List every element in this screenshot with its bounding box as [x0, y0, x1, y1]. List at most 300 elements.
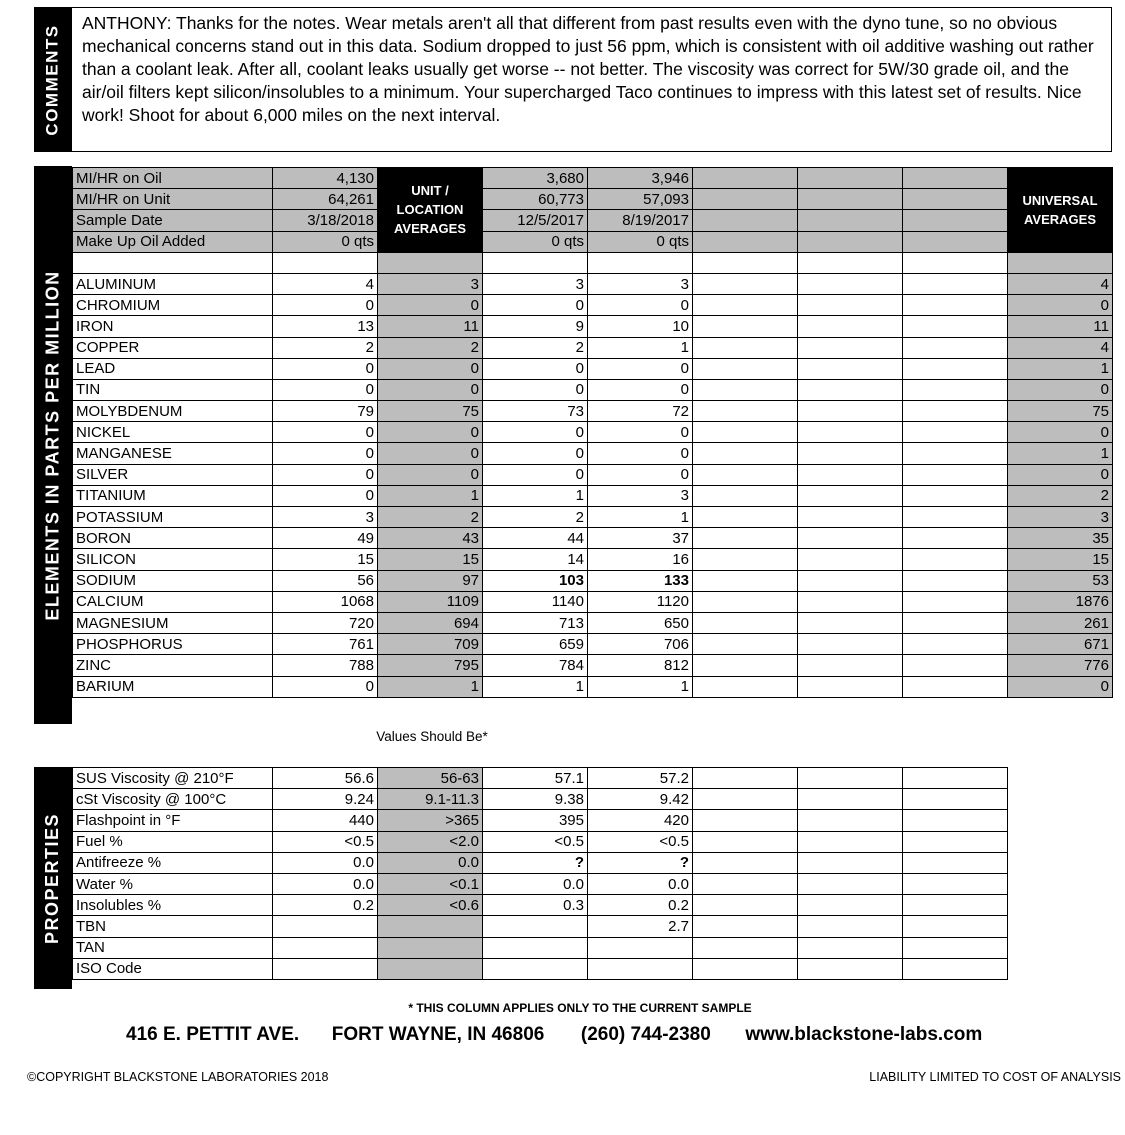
element-row — [73, 507, 1113, 528]
contact-line — [126, 1024, 1086, 1046]
empty-sample — [903, 852, 1008, 873]
spacer-cell — [693, 252, 798, 273]
current-value: 720 — [273, 612, 378, 633]
empty-sample — [798, 295, 903, 316]
previous-sample-2: <0.5 — [588, 831, 693, 852]
info-row — [73, 189, 1113, 210]
property-name: TAN — [73, 937, 273, 958]
empty-sample — [903, 422, 1008, 443]
previous-sample-2: 1 — [588, 507, 693, 528]
info-current: 0 qts — [273, 231, 378, 252]
comments-label-text: COMMENTS — [43, 23, 63, 136]
current-value: 0.2 — [273, 895, 378, 916]
empty-sample — [903, 655, 1008, 676]
previous-sample-1: <0.5 — [483, 831, 588, 852]
previous-sample-2: 1120 — [588, 591, 693, 612]
element-name: COPPER — [73, 337, 273, 358]
empty-sample — [903, 873, 1008, 894]
spacer-cell — [273, 252, 378, 273]
empty-sample — [798, 634, 903, 655]
city: FORT WAYNE, IN 46806 — [331, 1024, 545, 1045]
element-row — [73, 676, 1113, 697]
previous-sample-1 — [483, 916, 588, 937]
universal-average: 11 — [1008, 316, 1113, 337]
current-value: 3 — [273, 507, 378, 528]
previous-sample-2 — [588, 958, 693, 979]
element-row — [73, 485, 1113, 506]
element-row — [73, 295, 1113, 316]
universal-average: 0 — [1008, 379, 1113, 400]
previous-sample-2: 1 — [588, 337, 693, 358]
element-name: BORON — [73, 528, 273, 549]
unit-average: 2 — [378, 507, 483, 528]
empty-sample — [693, 379, 798, 400]
previous-sample-2: 1 — [588, 676, 693, 697]
info-sample: 3,946 — [588, 168, 693, 189]
previous-sample-2: 2.7 — [588, 916, 693, 937]
empty-sample — [798, 937, 903, 958]
spacer-cell — [798, 252, 903, 273]
element-row — [73, 464, 1113, 485]
info-sample — [903, 189, 1008, 210]
property-name: Fuel % — [73, 831, 273, 852]
previous-sample-2: 0 — [588, 295, 693, 316]
empty-sample — [798, 852, 903, 873]
unit-average: 0 — [378, 379, 483, 400]
empty-sample — [903, 937, 1008, 958]
property-row — [73, 852, 1008, 873]
unit-average: 0 — [378, 358, 483, 379]
current-value: 0 — [273, 676, 378, 697]
previous-sample-1: 0 — [483, 379, 588, 400]
element-row — [73, 401, 1113, 422]
empty-sample — [798, 570, 903, 591]
property-row — [73, 831, 1008, 852]
previous-sample-1: 1140 — [483, 591, 588, 612]
previous-sample-2: 3 — [588, 485, 693, 506]
empty-sample — [693, 464, 798, 485]
empty-sample — [693, 937, 798, 958]
empty-sample — [693, 295, 798, 316]
property-row — [73, 916, 1008, 937]
empty-sample — [903, 379, 1008, 400]
empty-sample — [903, 810, 1008, 831]
empty-sample — [903, 612, 1008, 633]
previous-sample-2: 0 — [588, 379, 693, 400]
element-name: LEAD — [73, 358, 273, 379]
info-current: 4,130 — [273, 168, 378, 189]
empty-sample — [798, 789, 903, 810]
empty-sample — [693, 401, 798, 422]
element-row — [73, 358, 1113, 379]
info-sample: 3,680 — [483, 168, 588, 189]
universal-average: 4 — [1008, 273, 1113, 294]
empty-sample — [693, 634, 798, 655]
empty-sample — [693, 316, 798, 337]
info-sample: 0 qts — [588, 231, 693, 252]
empty-sample — [693, 916, 798, 937]
universal-average: 0 — [1008, 422, 1113, 443]
unit-average: 3 — [378, 273, 483, 294]
unit-average: 15 — [378, 549, 483, 570]
current-value: 1068 — [273, 591, 378, 612]
empty-sample — [798, 655, 903, 676]
universal-average: 1 — [1008, 443, 1113, 464]
previous-sample-1 — [483, 937, 588, 958]
previous-sample-2: 0.0 — [588, 873, 693, 894]
info-sample — [798, 210, 903, 231]
empty-sample — [798, 873, 903, 894]
element-name: MANGANESE — [73, 443, 273, 464]
spacer-cell — [483, 252, 588, 273]
property-row — [73, 810, 1008, 831]
previous-sample-2: 0 — [588, 443, 693, 464]
empty-sample — [903, 676, 1008, 697]
empty-sample — [798, 358, 903, 379]
element-row — [73, 591, 1113, 612]
current-value: 0.0 — [273, 873, 378, 894]
previous-sample-2: 57.2 — [588, 768, 693, 789]
element-row — [73, 273, 1113, 294]
website-link[interactable]: www.blackstone-labs.com — [745, 1024, 983, 1045]
property-name: SUS Viscosity @ 210°F — [73, 768, 273, 789]
previous-sample-1: 0 — [483, 358, 588, 379]
element-name: TIN — [73, 379, 273, 400]
universal-average: 0 — [1008, 464, 1113, 485]
previous-sample-1: 0 — [483, 464, 588, 485]
liability — [869, 1070, 1121, 1084]
comments-text: ANTHONY: Thanks for the notes. Wear metals aren't all that different from past results even with the dyno tune, so no obvious mechanical concerns stand out in this data. Sodium dropped to just 56 ppm, which is consistent with oil additive washing out rather than a coolant leak. After all, coolant leaks usually get worse -- not better. The viscosity was correct for 5W/30 grade oil, and the air/oil filters kept silicon/insolubles to a minimum. Your supercharged Taco continues to impress with this latest set of results. Nice work! Shoot for about 6,000 miles on the next interval. — [82, 13, 1094, 125]
column-footnote — [380, 1001, 780, 1015]
unit-average: 2 — [378, 337, 483, 358]
should-be-value — [378, 958, 483, 979]
element-name: IRON — [73, 316, 273, 337]
should-be-value: 0.0 — [378, 852, 483, 873]
previous-sample-2: 0.2 — [588, 895, 693, 916]
previous-sample-2: 16 — [588, 549, 693, 570]
property-row — [73, 895, 1008, 916]
empty-sample — [693, 789, 798, 810]
previous-sample-1: 0.3 — [483, 895, 588, 916]
property-row — [73, 937, 1008, 958]
info-current: 64,261 — [273, 189, 378, 210]
element-name: SODIUM — [73, 570, 273, 591]
property-row — [73, 958, 1008, 979]
spacer-cell — [588, 252, 693, 273]
info-sample — [693, 231, 798, 252]
current-value: 2 — [273, 337, 378, 358]
info-sample — [693, 210, 798, 231]
unit-average: 43 — [378, 528, 483, 549]
element-row — [73, 655, 1113, 676]
empty-sample — [903, 273, 1008, 294]
previous-sample-2: 420 — [588, 810, 693, 831]
element-name: ZINC — [73, 655, 273, 676]
liability-text: LIABILITY LIMITED TO COST OF ANALYSIS — [869, 1070, 1121, 1084]
info-sample — [903, 168, 1008, 189]
element-name: CHROMIUM — [73, 295, 273, 316]
spacer-row — [73, 252, 1113, 273]
empty-sample — [693, 485, 798, 506]
universal-average: 3 — [1008, 507, 1113, 528]
empty-sample — [903, 401, 1008, 422]
universal-average: 0 — [1008, 295, 1113, 316]
empty-sample — [903, 464, 1008, 485]
empty-sample — [693, 443, 798, 464]
empty-sample — [693, 507, 798, 528]
universal-average: 261 — [1008, 612, 1113, 633]
element-name: POTASSIUM — [73, 507, 273, 528]
info-sample — [903, 231, 1008, 252]
empty-sample — [903, 316, 1008, 337]
current-value: 0 — [273, 295, 378, 316]
property-name: Flashpoint in °F — [73, 810, 273, 831]
element-name: TITANIUM — [73, 485, 273, 506]
elements-side-label — [34, 166, 72, 724]
current-value: 761 — [273, 634, 378, 655]
previous-sample-1: 0 — [483, 443, 588, 464]
empty-sample — [903, 295, 1008, 316]
info-sample — [798, 168, 903, 189]
universal-average: 1876 — [1008, 591, 1113, 612]
property-row — [73, 789, 1008, 810]
previous-sample-1 — [483, 958, 588, 979]
property-row — [73, 768, 1008, 789]
property-name: Insolubles % — [73, 895, 273, 916]
empty-sample — [798, 768, 903, 789]
unit-average: 795 — [378, 655, 483, 676]
empty-sample — [903, 958, 1008, 979]
empty-sample — [903, 337, 1008, 358]
current-value: 79 — [273, 401, 378, 422]
should-be-text: Values Should Be* — [376, 729, 488, 744]
property-row — [73, 873, 1008, 894]
empty-sample — [903, 831, 1008, 852]
empty-sample — [903, 549, 1008, 570]
info-sample — [903, 210, 1008, 231]
unit-average: 1 — [378, 676, 483, 697]
current-value: 440 — [273, 810, 378, 831]
should-be-value: 9.1-11.3 — [378, 789, 483, 810]
empty-sample — [903, 528, 1008, 549]
unit-average: 0 — [378, 443, 483, 464]
info-sample — [693, 189, 798, 210]
universal-average: 35 — [1008, 528, 1113, 549]
unit-average: 0 — [378, 295, 483, 316]
previous-sample-2: 812 — [588, 655, 693, 676]
phone: (260) 744-2380 — [580, 1024, 711, 1045]
empty-sample — [798, 549, 903, 570]
previous-sample-1: 9.38 — [483, 789, 588, 810]
universal-average: 15 — [1008, 549, 1113, 570]
current-value: 0 — [273, 443, 378, 464]
unit-average: 1109 — [378, 591, 483, 612]
current-value: <0.5 — [273, 831, 378, 852]
empty-sample — [693, 676, 798, 697]
empty-sample — [798, 273, 903, 294]
empty-sample — [903, 591, 1008, 612]
previous-sample-2: 72 — [588, 401, 693, 422]
universal-averages-header: UNIVERSAL AVERAGES — [1008, 168, 1113, 253]
element-row — [73, 612, 1113, 633]
element-name: PHOSPHORUS — [73, 634, 273, 655]
properties-label-text: PROPERTIES — [42, 812, 63, 944]
address: 416 E. PETTIT AVE. — [126, 1024, 300, 1045]
previous-sample-1: 395 — [483, 810, 588, 831]
info-sample: 57,093 — [588, 189, 693, 210]
spacer-cell — [73, 252, 273, 273]
empty-sample — [903, 634, 1008, 655]
element-name: NICKEL — [73, 422, 273, 443]
element-row — [73, 316, 1113, 337]
empty-sample — [798, 379, 903, 400]
info-sample — [798, 231, 903, 252]
element-row — [73, 549, 1113, 570]
info-sample: 8/19/2017 — [588, 210, 693, 231]
spacer-cell — [1008, 252, 1113, 273]
unit-average: 11 — [378, 316, 483, 337]
empty-sample — [693, 358, 798, 379]
empty-sample — [798, 810, 903, 831]
property-name: ISO Code — [73, 958, 273, 979]
empty-sample — [903, 768, 1008, 789]
empty-sample — [903, 485, 1008, 506]
previous-sample-1: 73 — [483, 401, 588, 422]
universal-average: 2 — [1008, 485, 1113, 506]
element-row — [73, 634, 1113, 655]
unit-average: 709 — [378, 634, 483, 655]
empty-sample — [693, 570, 798, 591]
previous-sample-1: 0 — [483, 295, 588, 316]
previous-sample-1: 2 — [483, 507, 588, 528]
empty-sample — [693, 958, 798, 979]
current-value: 0 — [273, 358, 378, 379]
unit-average: 694 — [378, 612, 483, 633]
empty-sample — [693, 655, 798, 676]
previous-sample-1: 784 — [483, 655, 588, 676]
previous-sample-2: 133 — [588, 570, 693, 591]
elements-label-text: ELEMENTS IN PARTS PER MILLION — [42, 269, 63, 621]
empty-sample — [693, 422, 798, 443]
properties-side-label — [34, 767, 72, 989]
previous-sample-2: 650 — [588, 612, 693, 633]
current-value — [273, 916, 378, 937]
should-be-value — [378, 937, 483, 958]
empty-sample — [798, 401, 903, 422]
current-value: 0 — [273, 422, 378, 443]
previous-sample-2: 9.42 — [588, 789, 693, 810]
should-be-value: <0.1 — [378, 873, 483, 894]
empty-sample — [798, 831, 903, 852]
elements-table — [72, 167, 1113, 698]
unit-average: 1 — [378, 485, 483, 506]
info-label: MI/HR on Unit — [73, 189, 273, 210]
empty-sample — [693, 591, 798, 612]
empty-sample — [798, 958, 903, 979]
previous-sample-1: 713 — [483, 612, 588, 633]
info-sample — [693, 168, 798, 189]
current-value — [273, 937, 378, 958]
element-row — [73, 422, 1113, 443]
current-value: 0 — [273, 379, 378, 400]
element-row — [73, 443, 1113, 464]
current-value: 9.24 — [273, 789, 378, 810]
info-label: Make Up Oil Added — [73, 231, 273, 252]
empty-sample — [798, 337, 903, 358]
previous-sample-1: 0.0 — [483, 873, 588, 894]
property-name: Antifreeze % — [73, 852, 273, 873]
empty-sample — [798, 591, 903, 612]
unit-location-averages-header: UNIT / LOCATION AVERAGES — [378, 168, 483, 253]
info-current: 3/18/2018 — [273, 210, 378, 231]
empty-sample — [693, 895, 798, 916]
unit-average: 75 — [378, 401, 483, 422]
current-value: 13 — [273, 316, 378, 337]
previous-sample-2: 706 — [588, 634, 693, 655]
empty-sample — [798, 507, 903, 528]
previous-sample-2: 37 — [588, 528, 693, 549]
footnote-text: * THIS COLUMN APPLIES ONLY TO THE CURRENT SAMPLE — [408, 1001, 752, 1015]
should-be-value: >365 — [378, 810, 483, 831]
previous-sample-2: 0 — [588, 358, 693, 379]
element-name: MAGNESIUM — [73, 612, 273, 633]
current-value: 56 — [273, 570, 378, 591]
info-row — [73, 210, 1113, 231]
comments-side-label — [34, 7, 72, 152]
previous-sample-2: 0 — [588, 422, 693, 443]
universal-average: 671 — [1008, 634, 1113, 655]
empty-sample — [798, 422, 903, 443]
empty-sample — [798, 485, 903, 506]
current-value: 4 — [273, 273, 378, 294]
previous-sample-1: 9 — [483, 316, 588, 337]
previous-sample-2: 0 — [588, 464, 693, 485]
universal-average: 776 — [1008, 655, 1113, 676]
element-name: BARIUM — [73, 676, 273, 697]
element-name: MOLYBDENUM — [73, 401, 273, 422]
previous-sample-1: 2 — [483, 337, 588, 358]
universal-average: 0 — [1008, 676, 1113, 697]
empty-sample — [693, 612, 798, 633]
previous-sample-2: 10 — [588, 316, 693, 337]
current-value: 0 — [273, 464, 378, 485]
empty-sample — [693, 831, 798, 852]
empty-sample — [693, 768, 798, 789]
property-name: TBN — [73, 916, 273, 937]
should-be-value: <0.6 — [378, 895, 483, 916]
empty-sample — [693, 273, 798, 294]
empty-sample — [903, 443, 1008, 464]
universal-average: 4 — [1008, 337, 1113, 358]
comments-box — [72, 7, 1112, 152]
empty-sample — [693, 852, 798, 873]
empty-sample — [798, 464, 903, 485]
current-value: 0.0 — [273, 852, 378, 873]
element-row — [73, 528, 1113, 549]
current-value: 56.6 — [273, 768, 378, 789]
empty-sample — [903, 789, 1008, 810]
empty-sample — [798, 916, 903, 937]
universal-average: 1 — [1008, 358, 1113, 379]
info-sample — [798, 189, 903, 210]
previous-sample-1: 14 — [483, 549, 588, 570]
unit-average: 0 — [378, 464, 483, 485]
info-sample: 12/5/2017 — [483, 210, 588, 231]
empty-sample — [693, 810, 798, 831]
should-be-value: 56-63 — [378, 768, 483, 789]
universal-average: 75 — [1008, 401, 1113, 422]
previous-sample-1: 659 — [483, 634, 588, 655]
